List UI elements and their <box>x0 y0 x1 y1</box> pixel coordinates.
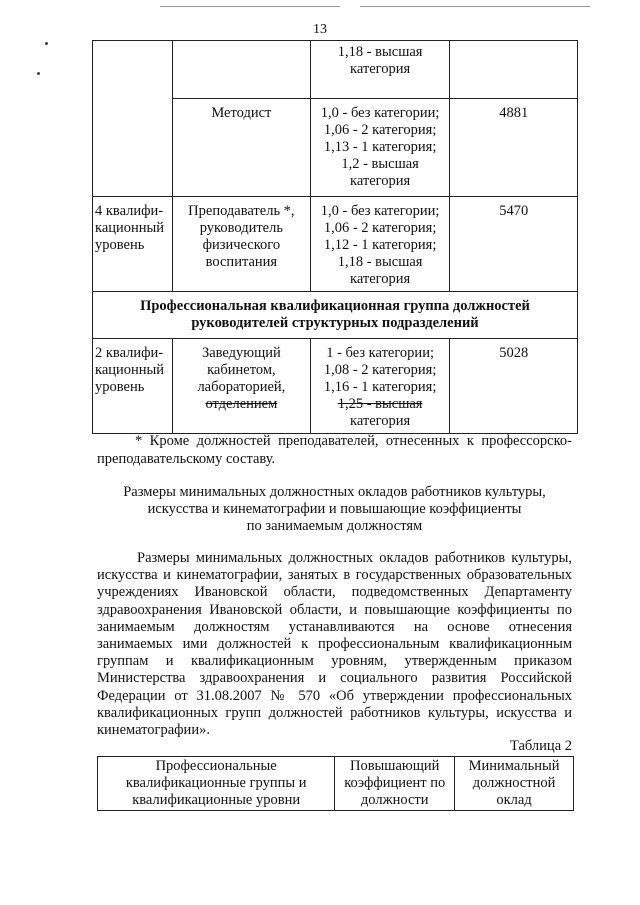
level-cell: 2 квалифи-кационный уровень <box>93 339 173 434</box>
position-cell <box>172 339 310 434</box>
coef-line: 1,0 - без категории; <box>320 203 440 219</box>
column-header: Минимальный должностной оклад <box>455 757 574 811</box>
heading-line: искусства и кинематографии и повышающие коэффициенты <box>147 501 522 517</box>
coef-line: 1,06 - 2 категория; <box>323 122 437 138</box>
paragraph-line: кинематографии». <box>97 722 210 739</box>
coef-line: категория <box>350 271 411 287</box>
table-row <box>93 339 578 434</box>
salary-cell <box>450 41 578 99</box>
paragraph-line: здравоохранения Ивановской области, и повышающие коэффициенты по <box>97 601 572 618</box>
position-cell: Методист <box>172 99 310 197</box>
coef-line: 1,18 - высшая <box>337 44 423 60</box>
paragraph-line: квалификационных групп должностей работников культуры, искусства и <box>97 704 572 721</box>
coef-line: 1,18 - высшая <box>337 254 423 270</box>
coef-line: категория <box>350 173 411 189</box>
position-cell <box>172 41 310 99</box>
section-heading <box>97 484 572 535</box>
paragraph-line: занимаемых ими должностей к профессиональным квалификационным <box>97 636 572 653</box>
coef-line: 1,13 - 1 категория; <box>323 139 437 155</box>
paragraph-line: искусства и кинематографии, занятых в государственных образовательных <box>97 567 572 584</box>
salary-cell: 5028 <box>450 339 578 434</box>
paragraph-line: Министерства здравоохранения и социального развития Российской <box>97 670 572 687</box>
paragraph-line: учреждениях Ивановской области, подведомственных Департаменту <box>97 584 572 601</box>
position-struck-text: отделением <box>205 396 278 412</box>
coef-cell <box>310 197 450 292</box>
paragraph-line: группам и квалификационным уровням, утвержденным приказом <box>97 653 572 670</box>
level-cell: 4 квалифи-кационный уровень <box>93 197 173 292</box>
scan-speck <box>37 72 40 75</box>
coef-line: категория <box>350 61 411 77</box>
column-header: Профессиональные квалификационные группы и квалификационные уровни <box>98 757 335 811</box>
salary-table <box>97 756 574 811</box>
salary-cell: 5470 <box>450 197 578 292</box>
coef-line: 1,16 - 1 категория; <box>323 379 437 395</box>
footnote-line: * Кроме должностей преподавателей, отнесенных к профессорско- <box>135 433 572 449</box>
paragraph-line: занимаемым должностям устанавливаются на основе отнесения <box>97 618 572 635</box>
footnote-line: преподавательскому составу. <box>97 451 276 467</box>
coef-cell <box>310 339 450 434</box>
coef-line: 1 - без категории; <box>326 345 434 361</box>
coef-line: 1,06 - 2 категория; <box>323 220 437 236</box>
group-header-row <box>93 292 578 339</box>
position-text: Заведующий кабинетом, лабораторией, <box>197 345 286 395</box>
group-header: Профессиональная квалификационная группа должностей руководителей структурных подразделений <box>93 292 578 339</box>
scan-artifact <box>160 6 340 7</box>
coef-line: 1,2 - высшая <box>341 156 419 172</box>
coef-cell <box>310 41 450 99</box>
level-cell <box>93 41 173 197</box>
body-paragraph <box>97 550 572 739</box>
coef-line: 1,0 - без категории; <box>320 105 440 121</box>
coef-struck-line: 1,25 - высшая <box>337 396 423 412</box>
coef-line: категория <box>350 413 411 429</box>
heading-line: Размеры минимальных должностных окладов работников культуры, <box>123 484 546 500</box>
salary-cell: 4881 <box>450 99 578 197</box>
scan-artifact <box>360 6 590 7</box>
footnote <box>97 432 572 468</box>
paragraph-line: Федерации от 31.08.2007 № 570 «Об утверждении профессиональных <box>97 687 572 704</box>
page-number: 13 <box>313 22 327 37</box>
coef-line: 1,12 - 1 категория; <box>323 237 437 253</box>
table-caption: Таблица 2 <box>509 738 572 754</box>
table-header-row <box>98 757 574 811</box>
coef-cell <box>310 99 450 197</box>
heading-line: по занимаемым должностям <box>246 518 423 534</box>
paragraph-line: Размеры минимальных должностных окладов работников культуры, <box>137 550 572 566</box>
coef-line: 1,08 - 2 категория; <box>323 362 437 378</box>
scan-speck <box>45 42 48 45</box>
table-row <box>93 41 578 99</box>
position-cell: Преподаватель *, руководитель физического воспитания <box>172 197 310 292</box>
column-header: Повышающий коэффициент по должности <box>335 757 455 811</box>
table-row <box>93 197 578 292</box>
qualification-table <box>92 40 578 434</box>
